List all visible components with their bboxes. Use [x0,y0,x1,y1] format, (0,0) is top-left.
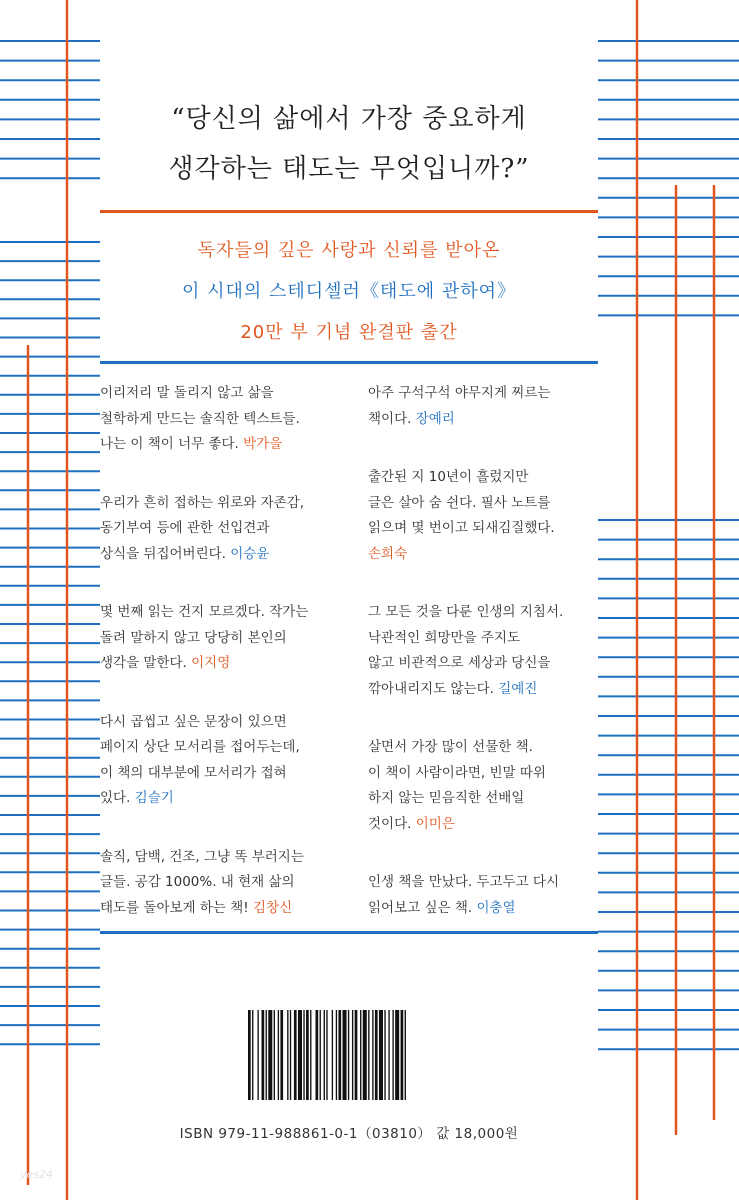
review-text: 인생 책을 만났다. 두고두고 다시 읽어보고 싶은 책. [368,874,559,916]
quote-line-2: 생각하는 태도는 무엇입니까?” [168,154,530,184]
reviewer-name: 이충열 [476,899,516,916]
reviewer-name: 이미은 [415,815,455,832]
barcode-bar [298,1010,302,1100]
blue-divider-bottom [100,931,598,934]
barcode-bar [332,1010,333,1100]
reviewer-name: 장예리 [415,410,455,427]
barcode-bar [287,1010,288,1100]
review-text: 우리가 흔히 접하는 위로와 자존감, 동기부여 등에 관한 선입견과 상식을 뒤집어버린다. [100,494,305,562]
tagline [100,230,598,353]
barcode [248,1010,450,1100]
barcode-bar [384,1010,385,1100]
barcode-bar [395,1010,399,1100]
reviewer-name: 박가을 [243,436,283,452]
barcode-bar [252,1010,253,1100]
barcode-bar [326,1010,327,1100]
barcode-bar [280,1010,283,1100]
barcode-bar [392,1010,393,1100]
barcode-bar [316,1010,319,1100]
reviews-right-column [368,381,606,954]
barcode-bar [257,1010,258,1100]
barcode-bar [268,1010,272,1100]
reviewer-name: 길예진 [498,680,538,697]
watermark: yes24 [20,1168,54,1181]
barcode-bar [363,1010,367,1100]
barcode-bar [368,1010,369,1100]
barcode-bar [343,1010,347,1100]
barcode-bar [262,1010,265,1100]
barcode-bar [336,1010,337,1100]
review-item [368,735,606,837]
barcode-bar [278,1010,279,1100]
barcode-bar [294,1010,297,1100]
review-item [368,465,606,567]
barcode-bar [248,1010,251,1100]
review-item [368,600,606,702]
tagline-line-1: 독자들의 깊은 사랑과 신뢰를 받아온 [197,240,501,261]
review-text: 다시 곱씹고 싶은 문장이 있으면 페이지 상단 모서리를 접어두는데, 이 책의 대부분에 모서리가 접혀 있다. [100,713,300,806]
barcode-bar [360,1010,361,1100]
isbn-price: ISBN 979-11-988861-0-1（03810） 값 18,000원 [179,1126,519,1142]
review-item [100,845,338,922]
review-text: 몇 번째 읽는 건지 모르겠다. 작가는 돌려 말하지 않고 당당히 본인의 생각을 말한다. [100,604,309,671]
tagline-line-3: 20만 부 기념 완결판 출간 [240,322,458,343]
barcode-bar [310,1010,311,1100]
reviewer-name: 김창신 [253,899,293,916]
barcode-bar [355,1010,358,1100]
barcode-bar [352,1010,353,1100]
barcode-bar [388,1010,389,1100]
barcode-bar [266,1010,267,1100]
review-text: 이리저리 말 돌리지 않고 삶을 철학하게 만드는 솔직한 텍스트들. 나는 이 책이 너무 좋다. [100,385,300,452]
review-text: 그 모든 것을 다룬 인생의 지침서. 낙관적인 희망만을 주지도 않고 비관적으로 세상과 당신을 깎아내리지도 않는다. [368,604,564,697]
reviewer-name: 김슬기 [134,790,174,806]
review-item [368,381,606,432]
barcode-bar [375,1010,378,1100]
review-text: 출간된 지 10년이 흘렀지만 글은 살아 숨 쉰다. 필사 노트를 읽으며 몇 번이고 되새김질했다. [368,469,555,536]
orange-divider [100,210,598,213]
quote-line-1: “당신의 삶에서 가장 중요하게 [171,104,527,134]
review-item [100,491,338,568]
barcode-bar [372,1010,373,1100]
review-item [100,381,338,458]
reviewer-name: 이승윤 [230,545,270,562]
barcode-bar [303,1010,304,1100]
barcode-bar [324,1010,325,1100]
barcode-bar [348,1010,349,1100]
main-quote [100,94,598,194]
blue-divider-top [100,361,598,364]
tagline-line-2: 이 시대의 스테디셀러《태도에 관하여》 [182,281,516,302]
barcode-bar [401,1010,404,1100]
review-text: 아주 구석구석 야무지게 찌르는 책이다. [368,385,551,427]
barcode-bar [320,1010,321,1100]
review-item [368,870,606,921]
barcode-bar [290,1010,291,1100]
barcode-bar [306,1010,309,1100]
barcode-bar [405,1010,406,1100]
reviewer-name: 손희숙 [368,545,408,562]
review-text: 솔직, 담백, 건조, 그냥 똑 부러지는 글들. 공감 1000%. 내 현재 삶의 태도를 돌아보게 하는 책! [100,848,304,916]
review-item [100,710,338,812]
barcode-bar [274,1010,275,1100]
barcode-bar [379,1010,383,1100]
reviewer-name: 이지영 [191,655,231,671]
reviews-left-column [100,381,338,954]
review-item [100,600,338,677]
barcode-bar [338,1010,341,1100]
review-text: 살면서 가장 많이 선물한 책. 이 책이 사람이라면, 빈말 따위 하지 않는 믿음직한 선배일 것이다. [368,739,546,832]
